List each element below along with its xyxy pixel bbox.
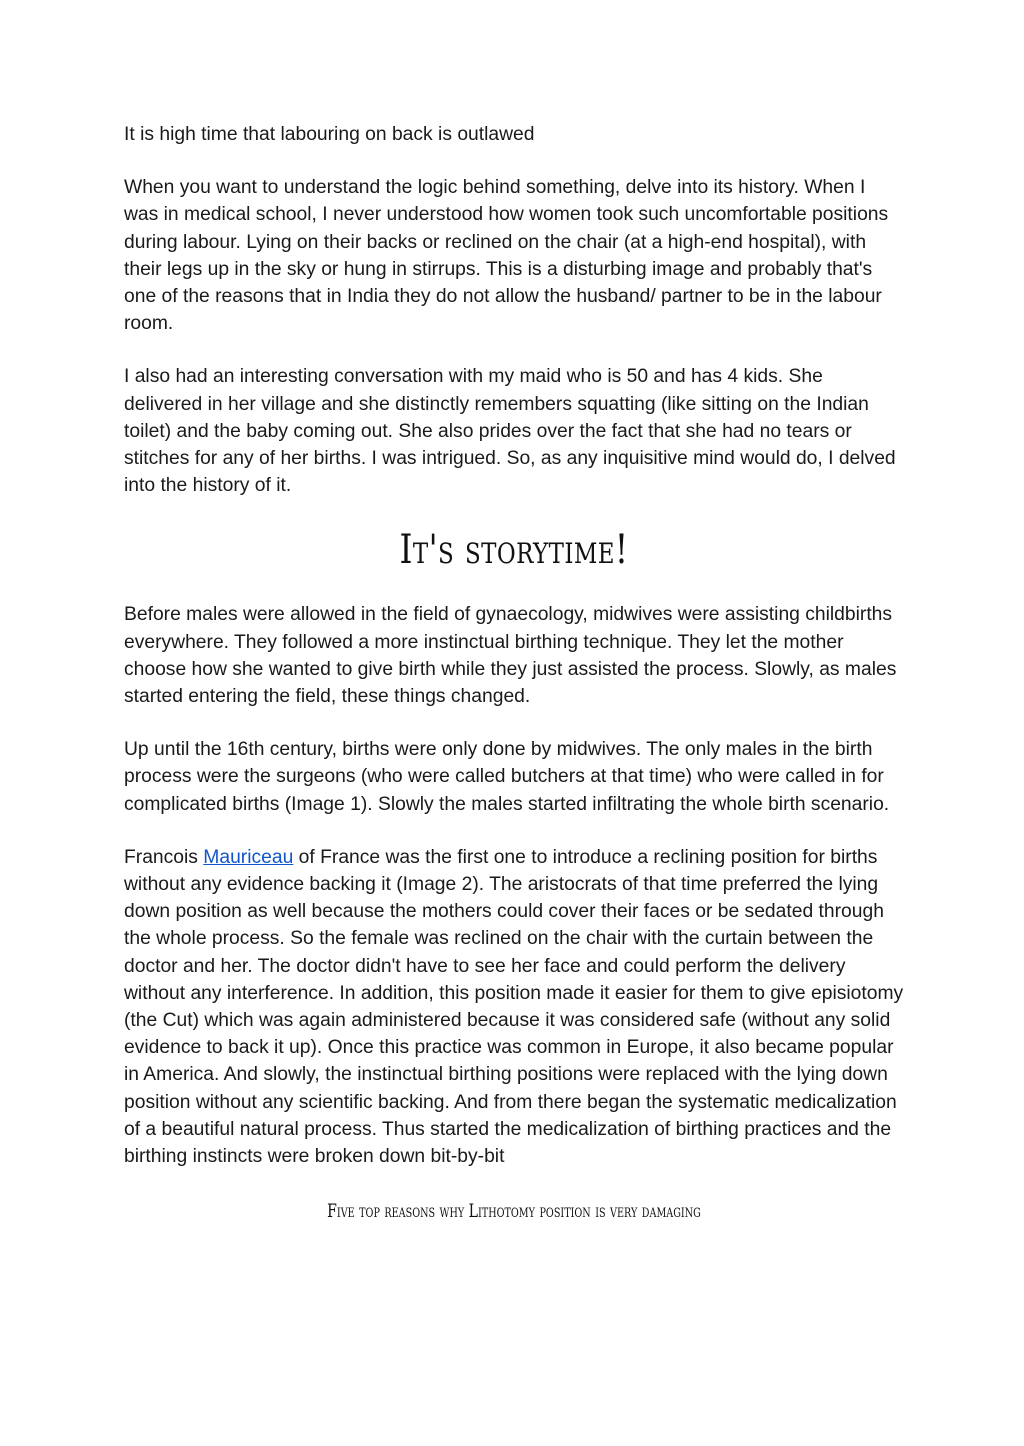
paragraph-medical-school: When you want to understand the logic behind something, delve into its history. When I was in medical school, I never understood how women took such uncomfortable positions during labour. Lying on their backs or reclined on the chair (at a high-end hospital), with their legs up in the sky or hung in stirrups. This is a disturbing image and probably that's one of the reasons that in India they do not allow the husband/ partner to be in the labour room. [124, 177, 889, 335]
title-line: It is high time that labouring on back is outlawed [124, 124, 535, 145]
paragraph-16th-century: Up until the 16th century, births were only done by midwives. The only males in the birth process were the surgeons (who were called butchers at that time) who were called in for complicated births (Image 1). Slowly the males started infiltrating the whole birth scenario. [124, 739, 890, 815]
mauriceau-link[interactable]: Mauriceau [203, 846, 294, 868]
paragraph-mauriceau [124, 844, 904, 1170]
paragraph-mauriceau-lead: Francois [124, 846, 204, 868]
paragraph-mauriceau-body: of France was the first one to introduce a reclining position for births without any evidence backing it (Image 2). The aristocrats of that time preferred the lying down position as well because the mothers could cover their faces or be sedated through the whole process. So the female was reclined on the chair with the curtain between the doctor and her. The doctor didn't have to see her face and could perform the delivery without any interference. In addition, this position made it easier for them to give episiotomy (the Cut) which was again administered because it was considered safe (without any solid evidence to back it up). Once this practice was common in Europe, it also became popular in America. And slowly, the instinctual birthing positions were replaced with the lying down position without any scientific backing. And from there began the systematic medicalization of a beautiful natural process. Thus started the medicalization of birthing practices and the birthing instincts were broken down bit-by-bit [124, 846, 904, 1168]
heading-five-reasons: Five top reasons why Lithotomy position is very damaging [327, 1200, 701, 1223]
heading-storytime: It's storytime! [399, 527, 629, 574]
document-body [124, 121, 904, 1226]
paragraph-midwives: Before males were allowed in the field of gynaecology, midwives were assisting childbirths everywhere. They followed a more instinctual birthing technique. They let the mother choose how she wanted to give birth while they just assisted the process. Slowly, as males started entering the field, these things changed. [124, 604, 897, 708]
paragraph-maid-conversation: I also had an interesting conversation with my maid who is 50 and has 4 kids. She delivered in her village and she distinctly remembers squatting (like sitting on the Indian toilet) and the baby coming out. She also prides over the fact that she had no tears or stitches for any of her births. I was intrigued. So, as any inquisitive mind would do, I delved into the history of it. [124, 366, 896, 497]
